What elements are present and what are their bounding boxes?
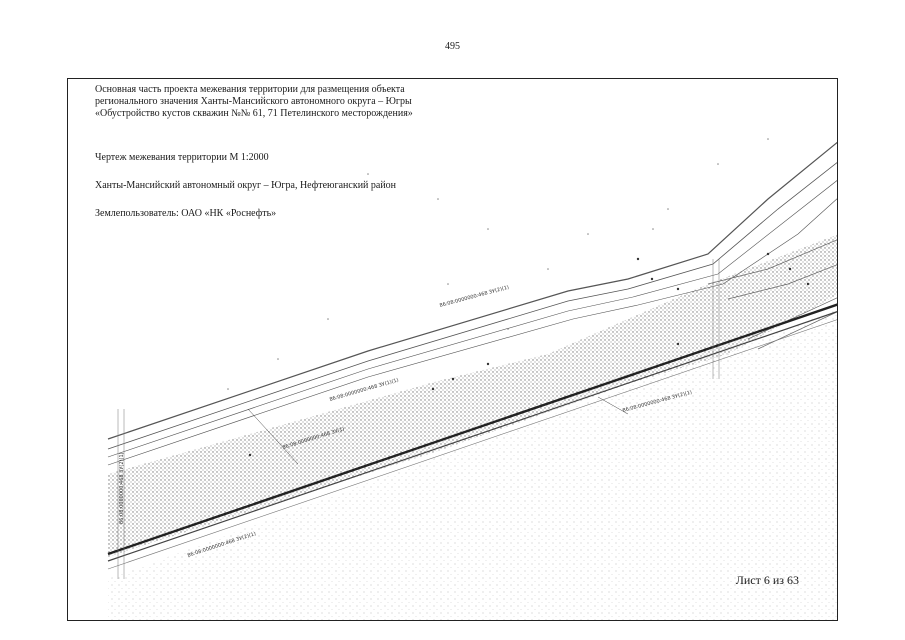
page-number: 495 — [445, 41, 460, 52]
region-text: Ханты-Мансийский автономный округ – Югра, Нефтеюганский район — [95, 180, 397, 191]
plot-label: 86:08:0000000:468 ЗУ(1)(1) — [328, 377, 400, 403]
land-user-text: Землепользователь: ОАО «НК «Роснефть» — [95, 208, 277, 219]
plot-label: 86:08:0000000:468 ЗУ(1) — [281, 426, 346, 451]
plot-label: 86:08:0000000:468 ЗУ(2)(1) — [438, 284, 510, 309]
plot-label: 86:08:0000000:468 ЗУ(2)(1) — [621, 389, 693, 414]
drawing-sheet — [67, 78, 838, 621]
plot-label: 86:08:0000000:468 ЗУ(2)(1) — [119, 452, 125, 524]
document-header — [95, 84, 515, 120]
plot-label: 86:08:0000000:468 ЗУ(2)(1) — [186, 531, 257, 559]
drawing-title: Чертеж межевания территории М 1:2000 — [95, 152, 269, 163]
header-line: Основная часть проекта межевания территории для размещения объекта — [95, 84, 405, 95]
header-line: регионального значения Ханты-Мансийского автономного округа – Югры — [95, 96, 412, 107]
header-line: «Обустройство кустов скважин №№ 61, 71 Петелинского месторождения» — [95, 108, 413, 119]
sheet-number: Лист 6 из 63 — [735, 573, 799, 587]
